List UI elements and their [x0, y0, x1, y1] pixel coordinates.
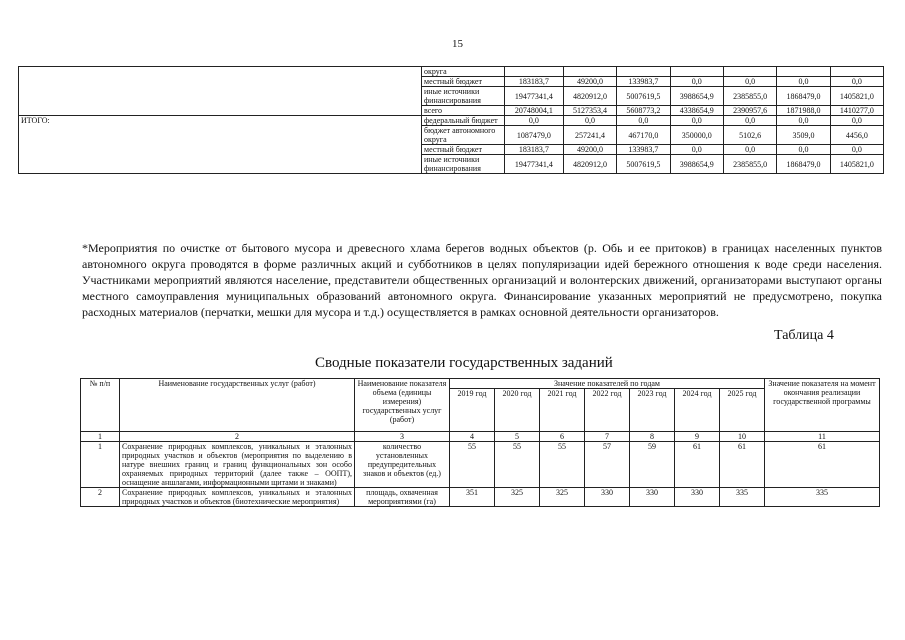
table-row — [19, 67, 884, 77]
cell: 5007619,5 — [617, 155, 670, 174]
cell: 49200,0 — [563, 77, 616, 87]
col-number: 1 — [81, 432, 120, 442]
cell: 0,0 — [563, 116, 616, 126]
year-cell: 2024 год — [675, 389, 720, 432]
blank-cell — [19, 67, 422, 116]
final-value: 61 — [765, 442, 880, 488]
header-num: № п/п — [81, 379, 120, 432]
cell: 4338654,9 — [670, 106, 723, 116]
row-label: местный бюджет — [422, 145, 505, 155]
row-label: бюджет автономного округа — [422, 126, 505, 145]
cell — [670, 67, 723, 77]
table-label: Таблица 4 — [774, 328, 834, 343]
indicator-name: количество установленных предупредительных знаков и объектов (ед.) — [355, 442, 450, 488]
cell: 183183,7 — [505, 145, 564, 155]
value-cell: 55 — [450, 442, 495, 488]
row-label: федеральный бюджет — [422, 116, 505, 126]
cell: 0,0 — [670, 116, 723, 126]
cell: 5007619,5 — [617, 87, 670, 106]
cell: 2390957,6 — [723, 106, 776, 116]
col-number: 7 — [585, 432, 630, 442]
header-service: Наименование государственных услуг (работ) — [120, 379, 355, 432]
cell: 1871988,0 — [777, 106, 830, 116]
cell: 1405821,0 — [830, 155, 883, 174]
cell — [830, 67, 883, 77]
col-number: 9 — [675, 432, 720, 442]
final-value: 335 — [765, 488, 880, 507]
row-num: 2 — [81, 488, 120, 507]
cell: 3988654,9 — [670, 155, 723, 174]
value-cell: 55 — [540, 442, 585, 488]
row-label: округа — [422, 67, 505, 77]
cell: 1410277,0 — [830, 106, 883, 116]
indicator-name: площадь, охваченная мероприятиями (га) — [355, 488, 450, 507]
cell: 0,0 — [723, 145, 776, 155]
col-number: 10 — [720, 432, 765, 442]
cell: 0,0 — [670, 145, 723, 155]
cell: 2385855,0 — [723, 155, 776, 174]
cell: 4820912,0 — [563, 87, 616, 106]
value-cell: 61 — [720, 442, 765, 488]
col-number: 8 — [630, 432, 675, 442]
cell: 1868479,0 — [777, 155, 830, 174]
cell: 183183,7 — [505, 77, 564, 87]
cell: 3988654,9 — [670, 87, 723, 106]
cell: 0,0 — [830, 145, 883, 155]
cell: 0,0 — [777, 145, 830, 155]
row-num: 1 — [81, 442, 120, 488]
cell: 0,0 — [723, 116, 776, 126]
value-cell: 61 — [675, 442, 720, 488]
table-row — [81, 442, 880, 488]
col-number: 3 — [355, 432, 450, 442]
header-row — [81, 379, 880, 389]
service-name: Сохранение природных комплексов, уникальных и эталонных природных участков и объектов (биотехнические мероприятия) — [120, 488, 355, 507]
header-values: Значение показателей по годам — [450, 379, 765, 389]
table-row — [19, 116, 884, 126]
header-indicator: Наименование показателя объема (единицы измерения) государственных услуг (работ) — [355, 379, 450, 432]
cell: 467170,0 — [617, 126, 670, 145]
cell: 19477341,4 — [505, 155, 564, 174]
cell: 3509,0 — [777, 126, 830, 145]
year-cell: 2025 год — [720, 389, 765, 432]
cell: 0,0 — [505, 116, 564, 126]
value-cell: 59 — [630, 442, 675, 488]
cell: 350000,0 — [670, 126, 723, 145]
value-cell: 351 — [450, 488, 495, 507]
cell: 5102,6 — [723, 126, 776, 145]
cell — [777, 67, 830, 77]
row-label: всего — [422, 106, 505, 116]
cell: 4456,0 — [830, 126, 883, 145]
cell: 0,0 — [723, 77, 776, 87]
column-numbers-row — [81, 432, 880, 442]
cell: 1868479,0 — [777, 87, 830, 106]
table-row — [81, 488, 880, 507]
year-cell: 2021 год — [540, 389, 585, 432]
cell: 5127353,4 — [563, 106, 616, 116]
cell: 133983,7 — [617, 145, 670, 155]
page-number: 15 — [452, 38, 463, 50]
value-cell: 330 — [630, 488, 675, 507]
table-title: Сводные показатели государственных заданий — [315, 355, 613, 371]
value-cell: 330 — [675, 488, 720, 507]
cell: 133983,7 — [617, 77, 670, 87]
cell — [505, 67, 564, 77]
cell: 0,0 — [777, 77, 830, 87]
year-cell: 2022 год — [585, 389, 630, 432]
value-cell: 325 — [495, 488, 540, 507]
cell — [723, 67, 776, 77]
value-cell: 335 — [720, 488, 765, 507]
cell: 49200,0 — [563, 145, 616, 155]
col-number: 4 — [450, 432, 495, 442]
row-label: иные источники финансирования — [422, 155, 505, 174]
financing-table — [18, 66, 884, 174]
year-cell: 2023 год — [630, 389, 675, 432]
cell: 4820912,0 — [563, 155, 616, 174]
header-final: Значение показателя на момент окончания реализации государственной программы — [765, 379, 880, 432]
cell: 0,0 — [617, 116, 670, 126]
cell: 257241,4 — [563, 126, 616, 145]
year-cell: 2020 год — [495, 389, 540, 432]
cell: 0,0 — [830, 116, 883, 126]
row-label: иные источники финансирования — [422, 87, 505, 106]
col-number: 2 — [120, 432, 355, 442]
itogo-label: ИТОГО: — [19, 116, 422, 174]
row-label: местный бюджет — [422, 77, 505, 87]
state-tasks-table — [80, 378, 880, 507]
cell: 0,0 — [777, 116, 830, 126]
col-number: 11 — [765, 432, 880, 442]
col-number: 5 — [495, 432, 540, 442]
cell: 5608773,2 — [617, 106, 670, 116]
cell: 1087479,0 — [505, 126, 564, 145]
year-cell: 2019 год — [450, 389, 495, 432]
value-cell: 57 — [585, 442, 630, 488]
cell: 20748004,1 — [505, 106, 564, 116]
value-cell: 325 — [540, 488, 585, 507]
col-number: 6 — [540, 432, 585, 442]
cell: 0,0 — [830, 77, 883, 87]
cell — [617, 67, 670, 77]
service-name: Сохранение природных комплексов, уникальных и эталонных природных участков и объектов (мероприятия по выделению в натуре внешних границ и границ функциональных зон особо охраняемых природных территорий (далее также – ООПТ), оснащение аншлагами, информационными щитами и знаками) — [120, 442, 355, 488]
cell: 1405821,0 — [830, 87, 883, 106]
footnote: *Мероприятия по очистке от бытового мусора и древесного хлама берегов водных объектов (р. Обь и ее притоков) в границах населенных пунктов автономного округа проводятся в форме различных акций и субботников в целях популяризации идей бережного отношения к воде среди населения. Участниками мероприятий являются население, представители общественных организаций и волонтерских движений, организаторами выступают органы местного самоуправления муниципальных образований автономного округа. Финансирование указанных мероприятий не предусмотрено, покупка расходных материалов (перчатки, мешки для мусора и т.д.) осуществляется в рамках основной деятельности организаторов. — [82, 241, 882, 319]
value-cell: 330 — [585, 488, 630, 507]
cell: 19477341,4 — [505, 87, 564, 106]
cell: 0,0 — [670, 77, 723, 87]
value-cell: 55 — [495, 442, 540, 488]
cell — [563, 67, 616, 77]
cell: 2385855,0 — [723, 87, 776, 106]
